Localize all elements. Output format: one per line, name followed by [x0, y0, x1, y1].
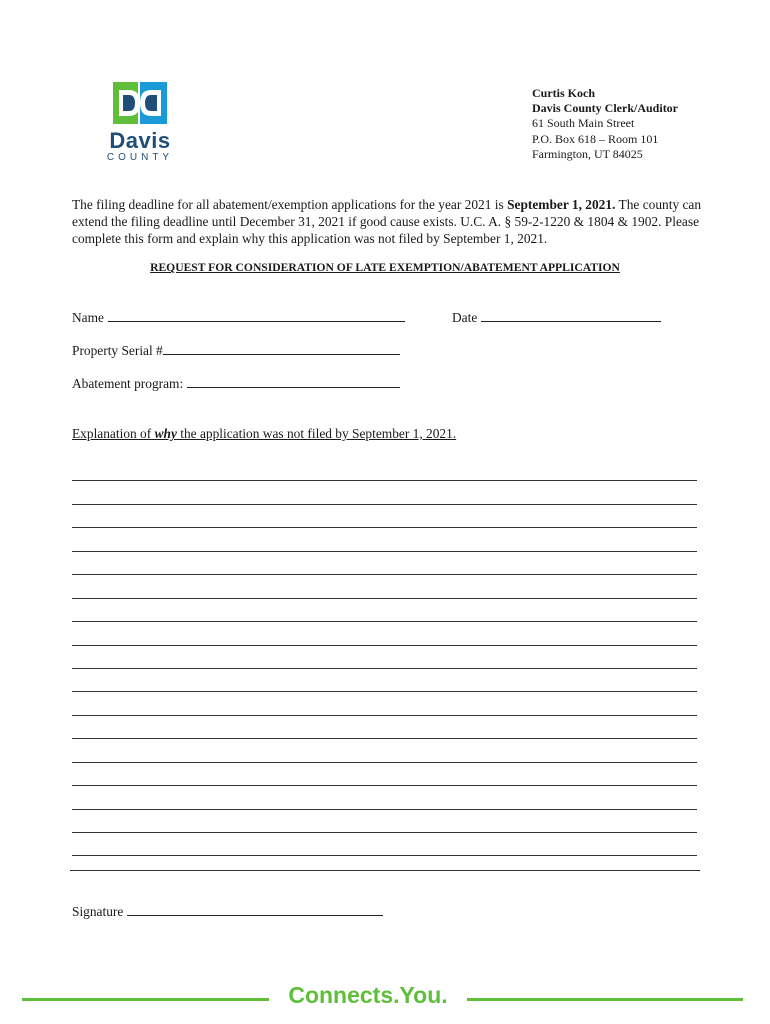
signature-blank[interactable]	[127, 905, 383, 916]
explanation-lines[interactable]	[72, 458, 697, 856]
explanation-line[interactable]	[72, 528, 697, 551]
explanation-line[interactable]	[72, 552, 697, 575]
explanation-line[interactable]	[72, 716, 697, 739]
name-field[interactable]	[72, 310, 405, 326]
date-blank[interactable]	[481, 311, 661, 322]
abatement-program-field[interactable]	[72, 376, 400, 392]
address-city: Farmington, UT 84025	[532, 146, 643, 161]
explanation-suffix: the application was not filed by September 1, 2021.	[176, 426, 457, 441]
explanation-line[interactable]	[72, 669, 697, 692]
abatement-program-label: Abatement program:	[72, 376, 184, 391]
date-field[interactable]	[452, 310, 661, 326]
footer-line-right	[467, 998, 743, 1001]
signature-label: Signature	[72, 904, 124, 919]
davis-county-logo-mark-icon	[113, 82, 167, 124]
address-street: 61 South Main Street	[532, 116, 635, 131]
explanation-emphasis: why	[154, 426, 177, 441]
explanation-end-divider	[70, 870, 700, 871]
explanation-line[interactable]	[72, 739, 697, 762]
logo-subtitle: COUNTY	[106, 152, 174, 163]
property-serial-blank[interactable]	[163, 344, 400, 355]
explanation-line[interactable]	[72, 622, 697, 645]
intro-deadline: September 1, 2021.	[507, 197, 616, 212]
filing-deadline-paragraph	[72, 196, 702, 247]
clerk-address-block	[532, 86, 678, 162]
footer-line-left	[22, 998, 269, 1001]
explanation-line[interactable]	[72, 505, 697, 528]
explanation-prefix: Explanation of	[72, 426, 155, 441]
footer-slogan: Connects.You.	[288, 982, 448, 1008]
abatement-program-blank[interactable]	[187, 377, 400, 388]
explanation-line[interactable]	[72, 458, 697, 481]
explanation-line[interactable]	[72, 786, 697, 809]
name-blank[interactable]	[108, 311, 405, 322]
address-pobox: P.O. Box 618 – Room 101	[532, 131, 659, 146]
property-serial-label: Property Serial #	[72, 343, 163, 358]
intro-text-2: The county can extend the filing deadline until December 31, 2021 if good cause exists. U.C. A. § 59-2-1220 & 1804 & 1902. Please complete this form and explain why this application was not filed by September 1, 2021.	[72, 197, 702, 246]
property-serial-field[interactable]	[72, 343, 400, 359]
davis-county-logo	[98, 82, 182, 164]
date-label: Date	[452, 310, 478, 325]
name-label: Name	[72, 310, 104, 325]
signature-field[interactable]	[72, 904, 383, 920]
logo-wordmark: Davis	[109, 128, 171, 153]
explanation-line[interactable]	[72, 599, 697, 622]
explanation-line[interactable]	[72, 833, 697, 856]
explanation-line[interactable]	[72, 646, 697, 669]
explanation-line[interactable]	[72, 763, 697, 786]
clerk-name: Curtis Koch	[532, 86, 595, 100]
form-heading: REQUEST FOR CONSIDERATION OF LATE EXEMPTION/ABATEMENT APPLICATION	[150, 261, 620, 274]
explanation-line[interactable]	[72, 810, 697, 833]
intro-text-1: The filing deadline for all abatement/exemption applications for the year 2021 is	[72, 197, 508, 212]
clerk-title: Davis County Clerk/Auditor	[532, 101, 679, 116]
explanation-line[interactable]	[72, 575, 697, 598]
explanation-line[interactable]	[72, 692, 697, 715]
explanation-line[interactable]	[72, 481, 697, 504]
explanation-label	[72, 426, 456, 442]
